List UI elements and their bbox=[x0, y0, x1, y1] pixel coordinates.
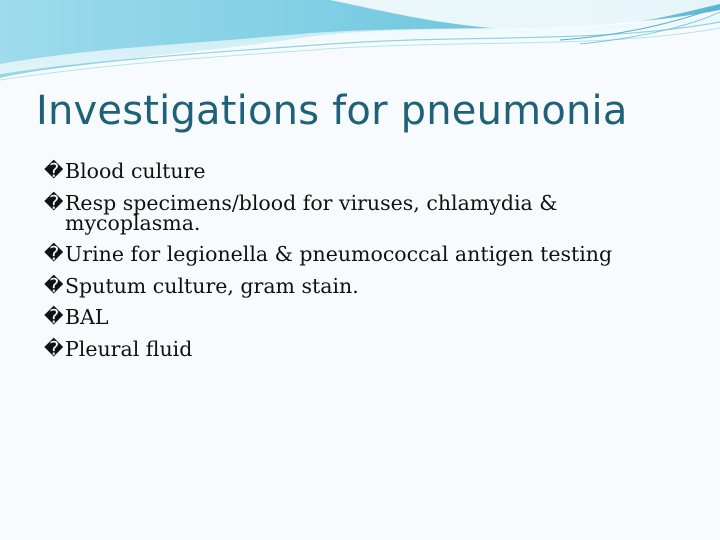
list-item-text: BAL bbox=[65, 305, 109, 329]
bullet-icon: � bbox=[44, 306, 64, 328]
bullet-icon: � bbox=[44, 274, 64, 297]
list-item-text: Blood culture bbox=[65, 159, 206, 183]
list-item-continuation: mycoplasma. bbox=[65, 211, 201, 235]
slide-title: Investigations for pneumonia bbox=[36, 88, 628, 134]
list-item-text: Sputum culture, gram stain. bbox=[65, 273, 359, 298]
bullet-icon: � bbox=[44, 243, 64, 265]
bullet-list bbox=[44, 156, 684, 365]
list-item bbox=[44, 271, 684, 303]
bullet-icon: � bbox=[44, 337, 64, 360]
list-item-text: Pleural fluid bbox=[65, 336, 193, 361]
list-item bbox=[44, 334, 684, 366]
list-item-text: Urine for legionella & pneumococcal antigen testing bbox=[65, 242, 613, 266]
list-item bbox=[44, 188, 684, 234]
bullet-icon: � bbox=[44, 191, 64, 214]
list-item bbox=[44, 302, 684, 334]
list-item bbox=[44, 156, 684, 188]
bullet-icon: � bbox=[44, 160, 64, 182]
list-item-text: Resp specimens/blood for viruses, chlamydia & bbox=[65, 190, 558, 215]
list-item bbox=[44, 239, 684, 271]
header-wave-decoration bbox=[0, 0, 720, 90]
